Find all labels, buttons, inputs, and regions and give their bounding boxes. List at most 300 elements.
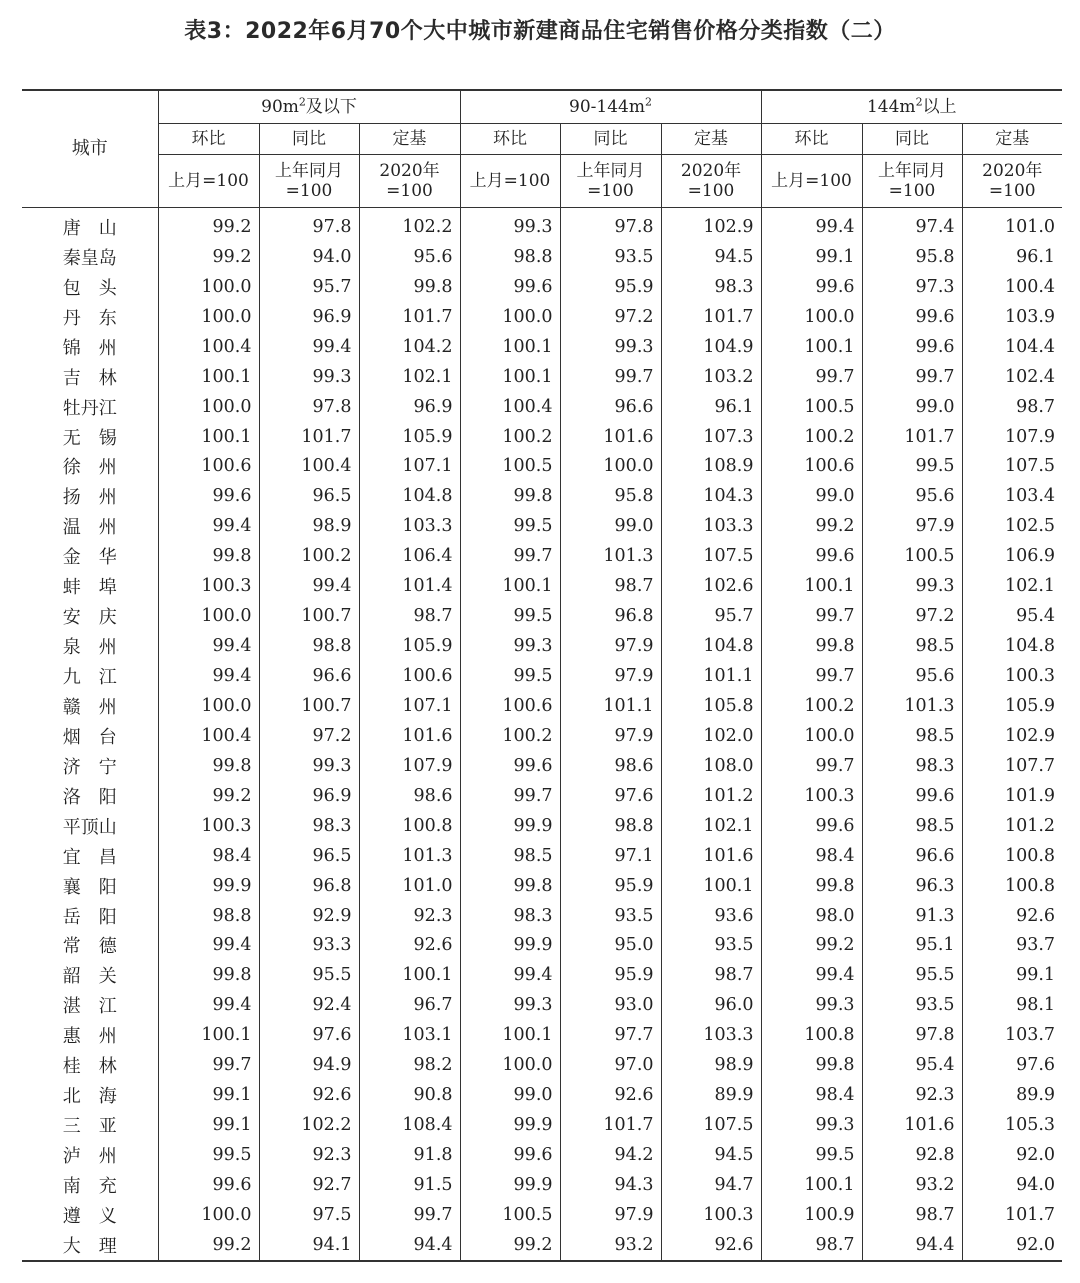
value-cell: 99.5 xyxy=(460,661,560,691)
value-cell: 101.0 xyxy=(962,208,1062,242)
table-row xyxy=(22,422,1062,452)
value-cell: 99.7 xyxy=(560,362,661,392)
value-cell: 99.2 xyxy=(761,931,862,961)
value-cell: 101.0 xyxy=(359,871,460,901)
value-cell: 104.2 xyxy=(359,332,460,362)
value-cell: 99.7 xyxy=(460,781,560,811)
value-cell: 98.7 xyxy=(761,1230,862,1261)
table-row xyxy=(22,452,1062,482)
index-type-header: 定基 xyxy=(962,124,1062,155)
value-cell: 95.4 xyxy=(962,601,1062,631)
value-cell: 107.1 xyxy=(359,691,460,721)
value-cell: 108.0 xyxy=(661,751,761,781)
value-cell: 98.2 xyxy=(359,1050,460,1080)
value-cell: 99.3 xyxy=(862,571,962,601)
value-cell: 92.6 xyxy=(259,1080,359,1110)
value-cell: 94.7 xyxy=(661,1170,761,1200)
value-cell: 100.0 xyxy=(560,452,661,482)
value-cell: 92.8 xyxy=(862,1140,962,1170)
value-cell: 100.6 xyxy=(158,452,259,482)
value-cell: 89.9 xyxy=(962,1080,1062,1110)
value-cell: 101.4 xyxy=(359,571,460,601)
value-cell: 92.0 xyxy=(962,1140,1062,1170)
value-cell: 108.9 xyxy=(661,452,761,482)
value-cell: 99.8 xyxy=(158,960,259,990)
index-type-header: 同比 xyxy=(259,124,359,155)
value-cell: 99.4 xyxy=(158,931,259,961)
value-cell: 95.1 xyxy=(862,931,962,961)
city-cell: 北 海 xyxy=(62,1086,117,1108)
value-cell: 103.2 xyxy=(661,362,761,392)
value-cell: 101.7 xyxy=(962,1200,1062,1230)
value-cell: 100.2 xyxy=(761,691,862,721)
value-cell: 102.6 xyxy=(661,571,761,601)
value-cell: 98.6 xyxy=(560,751,661,781)
city-cell: 吉 林 xyxy=(62,367,117,389)
value-cell: 96.1 xyxy=(962,242,1062,272)
table-row xyxy=(22,721,1062,751)
value-cell: 100.3 xyxy=(158,811,259,841)
value-cell: 100.1 xyxy=(460,362,560,392)
value-cell: 92.0 xyxy=(962,1230,1062,1261)
value-cell: 92.3 xyxy=(359,901,460,931)
value-cell: 99.7 xyxy=(761,601,862,631)
index-type-header: 定基 xyxy=(359,124,460,155)
value-cell: 99.3 xyxy=(259,362,359,392)
value-cell: 96.7 xyxy=(359,990,460,1020)
table-row xyxy=(22,781,1062,811)
value-cell: 97.4 xyxy=(862,208,962,242)
index-type-header: 环比 xyxy=(761,124,862,155)
value-cell: 94.5 xyxy=(661,1140,761,1170)
value-cell: 103.9 xyxy=(962,302,1062,332)
value-cell: 99.4 xyxy=(158,661,259,691)
value-cell: 97.5 xyxy=(259,1200,359,1230)
value-cell: 101.2 xyxy=(962,811,1062,841)
value-cell: 98.8 xyxy=(460,242,560,272)
city-cell: 泉 州 xyxy=(62,637,117,659)
value-cell: 97.0 xyxy=(560,1050,661,1080)
table-row xyxy=(22,272,1062,302)
value-cell: 98.9 xyxy=(661,1050,761,1080)
value-cell: 99.8 xyxy=(359,272,460,302)
table-row xyxy=(22,691,1062,721)
value-cell: 100.8 xyxy=(962,841,1062,871)
value-cell: 99.0 xyxy=(560,511,661,541)
city-cell: 唐 山 xyxy=(62,217,117,239)
value-cell: 100.0 xyxy=(158,1200,259,1230)
value-cell: 92.6 xyxy=(359,931,460,961)
city-cell: 蚌 埠 xyxy=(62,577,117,599)
index-base-header: 上月=100 xyxy=(761,155,862,208)
value-cell: 99.1 xyxy=(761,242,862,272)
city-cell: 襄 阳 xyxy=(62,876,117,898)
value-cell: 102.1 xyxy=(962,571,1062,601)
city-cell: 洛 阳 xyxy=(62,786,117,808)
value-cell: 99.1 xyxy=(962,960,1062,990)
value-cell: 96.6 xyxy=(560,392,661,422)
city-cell: 泸 州 xyxy=(62,1146,117,1168)
value-cell: 93.7 xyxy=(962,931,1062,961)
table-row xyxy=(22,1020,1062,1050)
value-cell: 98.7 xyxy=(359,601,460,631)
table-row xyxy=(22,1080,1062,1110)
value-cell: 99.1 xyxy=(158,1080,259,1110)
value-cell: 95.8 xyxy=(862,242,962,272)
table-row xyxy=(22,811,1062,841)
value-cell: 100.4 xyxy=(158,332,259,362)
value-cell: 100.0 xyxy=(158,601,259,631)
value-cell: 101.6 xyxy=(359,721,460,751)
value-cell: 103.3 xyxy=(661,1020,761,1050)
value-cell: 99.2 xyxy=(158,781,259,811)
value-cell: 98.5 xyxy=(460,841,560,871)
value-cell: 99.8 xyxy=(158,541,259,571)
table-row xyxy=(22,751,1062,781)
value-cell: 99.0 xyxy=(460,1080,560,1110)
value-cell: 100.6 xyxy=(460,691,560,721)
value-cell: 100.1 xyxy=(460,1020,560,1050)
value-cell: 97.7 xyxy=(560,1020,661,1050)
value-cell: 90.8 xyxy=(359,1080,460,1110)
value-cell: 92.3 xyxy=(259,1140,359,1170)
table-row xyxy=(22,661,1062,691)
value-cell: 95.9 xyxy=(560,272,661,302)
value-cell: 101.1 xyxy=(661,661,761,691)
table-row xyxy=(22,1050,1062,1080)
value-cell: 104.8 xyxy=(962,631,1062,661)
value-cell: 101.3 xyxy=(560,541,661,571)
value-cell: 98.7 xyxy=(560,571,661,601)
value-cell: 99.6 xyxy=(862,781,962,811)
table-row xyxy=(22,1200,1062,1230)
value-cell: 105.8 xyxy=(661,691,761,721)
value-cell: 98.3 xyxy=(661,272,761,302)
value-cell: 100.0 xyxy=(761,721,862,751)
value-cell: 100.1 xyxy=(158,362,259,392)
value-cell: 107.5 xyxy=(661,541,761,571)
city-cell: 温 州 xyxy=(62,517,117,539)
table-row xyxy=(22,931,1062,961)
value-cell: 91.3 xyxy=(862,901,962,931)
value-cell: 99.7 xyxy=(862,362,962,392)
value-cell: 97.2 xyxy=(862,601,962,631)
value-cell: 107.5 xyxy=(661,1110,761,1140)
value-cell: 99.7 xyxy=(761,661,862,691)
index-base-header: 上年同月=100 xyxy=(259,155,359,208)
value-cell: 105.3 xyxy=(962,1110,1062,1140)
value-cell: 92.7 xyxy=(259,1170,359,1200)
city-cell: 扬 州 xyxy=(62,487,117,509)
value-cell: 99.7 xyxy=(460,541,560,571)
value-cell: 103.3 xyxy=(359,511,460,541)
value-cell: 97.9 xyxy=(560,1200,661,1230)
value-cell: 97.2 xyxy=(259,721,359,751)
value-cell: 100.6 xyxy=(761,452,862,482)
value-cell: 99.0 xyxy=(862,392,962,422)
table-row xyxy=(22,631,1062,661)
value-cell: 91.8 xyxy=(359,1140,460,1170)
value-cell: 107.1 xyxy=(359,452,460,482)
value-cell: 102.4 xyxy=(962,362,1062,392)
value-cell: 92.6 xyxy=(962,901,1062,931)
value-cell: 94.4 xyxy=(862,1230,962,1261)
index-base-header: 上月=100 xyxy=(158,155,259,208)
city-cell: 遵 义 xyxy=(62,1205,117,1227)
value-cell: 96.6 xyxy=(259,661,359,691)
value-cell: 104.4 xyxy=(962,332,1062,362)
value-cell: 97.8 xyxy=(259,208,359,242)
value-cell: 94.2 xyxy=(560,1140,661,1170)
value-cell: 100.5 xyxy=(761,392,862,422)
value-cell: 97.9 xyxy=(560,721,661,751)
value-cell: 93.5 xyxy=(661,931,761,961)
value-cell: 95.5 xyxy=(259,960,359,990)
city-cell: 三 亚 xyxy=(62,1116,117,1138)
value-cell: 100.1 xyxy=(761,571,862,601)
value-cell: 101.7 xyxy=(661,302,761,332)
value-cell: 103.7 xyxy=(962,1020,1062,1050)
value-cell: 92.4 xyxy=(259,990,359,1020)
value-cell: 97.9 xyxy=(862,511,962,541)
value-cell: 98.4 xyxy=(761,841,862,871)
table-row xyxy=(22,392,1062,422)
value-cell: 102.5 xyxy=(962,511,1062,541)
city-column-header: 城市 xyxy=(22,90,158,208)
city-cell: 金 华 xyxy=(62,547,117,569)
value-cell: 99.3 xyxy=(460,990,560,1020)
value-cell: 99.4 xyxy=(259,571,359,601)
value-cell: 100.2 xyxy=(259,541,359,571)
table-body xyxy=(22,208,1062,1261)
value-cell: 95.6 xyxy=(862,481,962,511)
value-cell: 95.4 xyxy=(862,1050,962,1080)
value-cell: 92.6 xyxy=(560,1080,661,1110)
value-cell: 99.4 xyxy=(761,960,862,990)
value-cell: 100.4 xyxy=(962,272,1062,302)
value-cell: 96.9 xyxy=(259,302,359,332)
value-cell: 94.4 xyxy=(359,1230,460,1261)
index-base-header: 上年同月=100 xyxy=(560,155,661,208)
value-cell: 101.6 xyxy=(661,841,761,871)
value-cell: 95.7 xyxy=(259,272,359,302)
value-cell: 107.9 xyxy=(359,751,460,781)
value-cell: 99.8 xyxy=(460,481,560,511)
index-type-header: 环比 xyxy=(460,124,560,155)
value-cell: 96.8 xyxy=(259,871,359,901)
value-cell: 99.3 xyxy=(460,208,560,242)
city-cell: 湛 江 xyxy=(62,996,117,1018)
value-cell: 103.4 xyxy=(962,481,1062,511)
table-row xyxy=(22,871,1062,901)
value-cell: 100.3 xyxy=(761,781,862,811)
value-cell: 93.2 xyxy=(560,1230,661,1261)
value-cell: 96.6 xyxy=(862,841,962,871)
value-cell: 100.0 xyxy=(158,302,259,332)
value-cell: 100.0 xyxy=(460,302,560,332)
value-cell: 105.9 xyxy=(359,422,460,452)
value-cell: 102.0 xyxy=(661,721,761,751)
value-cell: 99.5 xyxy=(761,1140,862,1170)
value-cell: 99.6 xyxy=(460,1140,560,1170)
city-cell: 桂 林 xyxy=(62,1056,117,1078)
city-cell: 秦皇岛 xyxy=(62,247,117,269)
value-cell: 108.4 xyxy=(359,1110,460,1140)
value-cell: 97.8 xyxy=(560,208,661,242)
value-cell: 97.1 xyxy=(560,841,661,871)
value-cell: 99.7 xyxy=(158,1050,259,1080)
city-cell: 包 头 xyxy=(62,277,117,299)
value-cell: 107.5 xyxy=(962,452,1062,482)
value-cell: 99.8 xyxy=(761,871,862,901)
value-cell: 99.6 xyxy=(862,302,962,332)
table-row xyxy=(22,960,1062,990)
value-cell: 105.9 xyxy=(359,631,460,661)
value-cell: 92.3 xyxy=(862,1080,962,1110)
value-cell: 100.8 xyxy=(962,871,1062,901)
value-cell: 94.9 xyxy=(259,1050,359,1080)
value-cell: 99.5 xyxy=(460,601,560,631)
value-cell: 98.4 xyxy=(761,1080,862,1110)
index-base-header: 上月=100 xyxy=(460,155,560,208)
city-cell: 安 庆 xyxy=(62,607,117,629)
value-cell: 92.6 xyxy=(661,1230,761,1261)
city-cell: 平顶山 xyxy=(62,816,117,838)
value-cell: 99.1 xyxy=(158,1110,259,1140)
value-cell: 95.5 xyxy=(862,960,962,990)
value-cell: 102.9 xyxy=(962,721,1062,751)
value-cell: 101.7 xyxy=(560,1110,661,1140)
page-title: 表3：2022年6月70个大中城市新建商品住宅销售价格分类指数（二） xyxy=(184,19,896,44)
value-cell: 96.8 xyxy=(560,601,661,631)
value-cell: 99.7 xyxy=(761,751,862,781)
index-base-header: 上年同月=100 xyxy=(862,155,962,208)
value-cell: 100.7 xyxy=(259,691,359,721)
value-cell: 99.6 xyxy=(761,272,862,302)
value-cell: 101.6 xyxy=(560,422,661,452)
value-cell: 102.2 xyxy=(359,208,460,242)
value-cell: 100.8 xyxy=(359,811,460,841)
value-cell: 101.2 xyxy=(661,781,761,811)
city-cell: 南 充 xyxy=(62,1175,117,1197)
table-row xyxy=(22,1110,1062,1140)
value-cell: 100.6 xyxy=(359,661,460,691)
value-cell: 100.0 xyxy=(761,302,862,332)
value-cell: 99.9 xyxy=(460,931,560,961)
city-cell: 岳 阳 xyxy=(62,906,117,928)
value-cell: 98.3 xyxy=(862,751,962,781)
value-cell: 99.4 xyxy=(761,208,862,242)
value-cell: 98.7 xyxy=(862,1200,962,1230)
value-cell: 100.8 xyxy=(761,1020,862,1050)
value-cell: 96.3 xyxy=(862,871,962,901)
value-cell: 99.6 xyxy=(761,811,862,841)
value-cell: 99.7 xyxy=(359,1200,460,1230)
table-row xyxy=(22,242,1062,272)
city-cell: 烟 台 xyxy=(62,726,117,748)
value-cell: 98.4 xyxy=(158,841,259,871)
table-row xyxy=(22,601,1062,631)
value-cell: 107.7 xyxy=(962,751,1062,781)
value-cell: 93.5 xyxy=(862,990,962,1020)
value-cell: 99.3 xyxy=(259,751,359,781)
value-cell: 100.1 xyxy=(761,332,862,362)
value-cell: 89.9 xyxy=(661,1080,761,1110)
value-cell: 102.1 xyxy=(359,362,460,392)
table-row xyxy=(22,841,1062,871)
value-cell: 98.3 xyxy=(460,901,560,931)
value-cell: 103.3 xyxy=(661,511,761,541)
table-row xyxy=(22,1230,1062,1261)
value-cell: 97.6 xyxy=(962,1050,1062,1080)
value-cell: 99.6 xyxy=(460,272,560,302)
value-cell: 94.1 xyxy=(259,1230,359,1261)
value-cell: 97.9 xyxy=(560,631,661,661)
value-cell: 99.9 xyxy=(158,871,259,901)
value-cell: 99.4 xyxy=(460,960,560,990)
value-cell: 95.0 xyxy=(560,931,661,961)
value-cell: 99.5 xyxy=(158,1140,259,1170)
value-cell: 99.0 xyxy=(761,481,862,511)
index-type-header: 同比 xyxy=(862,124,962,155)
table-header xyxy=(22,90,1062,208)
value-cell: 99.6 xyxy=(460,751,560,781)
value-cell: 94.0 xyxy=(259,242,359,272)
index-base-header: 2020年=100 xyxy=(359,155,460,208)
value-cell: 102.1 xyxy=(661,811,761,841)
value-cell: 99.2 xyxy=(460,1230,560,1261)
index-base-header: 2020年=100 xyxy=(661,155,761,208)
value-cell: 99.3 xyxy=(560,332,661,362)
table-row xyxy=(22,541,1062,571)
value-cell: 98.3 xyxy=(259,811,359,841)
value-cell: 97.3 xyxy=(862,272,962,302)
value-cell: 97.6 xyxy=(259,1020,359,1050)
value-cell: 100.1 xyxy=(359,960,460,990)
value-cell: 102.2 xyxy=(259,1110,359,1140)
value-cell: 96.9 xyxy=(359,392,460,422)
value-cell: 94.3 xyxy=(560,1170,661,1200)
value-cell: 105.9 xyxy=(962,691,1062,721)
value-cell: 93.5 xyxy=(560,242,661,272)
value-cell: 92.9 xyxy=(259,901,359,931)
value-cell: 99.5 xyxy=(862,452,962,482)
value-cell: 104.8 xyxy=(359,481,460,511)
value-cell: 98.9 xyxy=(259,511,359,541)
value-cell: 99.4 xyxy=(259,332,359,362)
value-cell: 98.8 xyxy=(259,631,359,661)
table-row xyxy=(22,208,1062,242)
group-header-small: $90m^2$及以下 xyxy=(158,90,460,124)
city-cell: 大 理 xyxy=(62,1235,117,1257)
index-base-header: 2020年=100 xyxy=(962,155,1062,208)
value-cell: 107.9 xyxy=(962,422,1062,452)
value-cell: 96.5 xyxy=(259,481,359,511)
value-cell: 101.3 xyxy=(862,691,962,721)
value-cell: 102.9 xyxy=(661,208,761,242)
value-cell: 99.4 xyxy=(158,990,259,1020)
value-cell: 99.4 xyxy=(158,631,259,661)
group-header-large: $144m^2$以上 xyxy=(761,90,1062,124)
value-cell: 101.3 xyxy=(359,841,460,871)
value-cell: 98.8 xyxy=(560,811,661,841)
value-cell: 97.8 xyxy=(259,392,359,422)
value-cell: 91.5 xyxy=(359,1170,460,1200)
value-cell: 98.1 xyxy=(962,990,1062,1020)
value-cell: 95.6 xyxy=(359,242,460,272)
value-cell: 98.0 xyxy=(761,901,862,931)
value-cell: 98.7 xyxy=(962,392,1062,422)
